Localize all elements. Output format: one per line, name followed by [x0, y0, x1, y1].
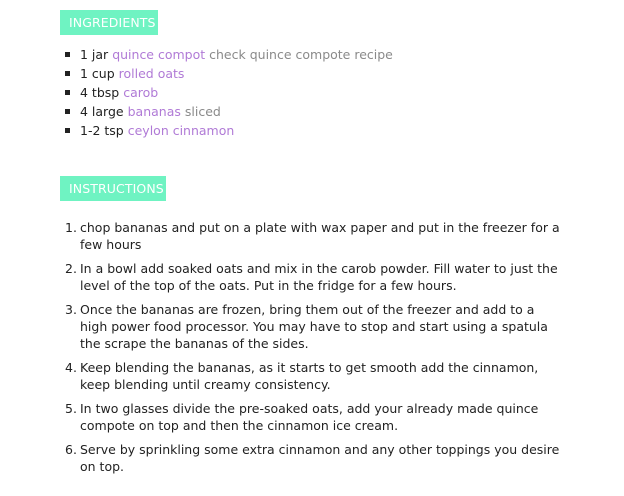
ingredient-item — [64, 83, 393, 102]
instruction-step — [64, 219, 564, 253]
ingredient-item — [64, 121, 393, 140]
ingredient-item — [64, 102, 393, 121]
ingredient-amount: 1 cup — [80, 66, 115, 81]
instruction-step — [64, 400, 564, 434]
step-text: In a bowl add soaked oats and mix in the carob powder. Fill water to just the level of the top of the oats. Put in the fridge for a few hours. — [80, 261, 558, 293]
step-text: Serve by sprinkling some extra cinnamon and any other toppings you desire on top. — [80, 442, 560, 474]
bullet-icon — [65, 90, 70, 95]
ingredient-item — [64, 45, 393, 64]
instruction-step — [64, 441, 564, 475]
ingredients-header: INGREDIENTS — [60, 10, 158, 35]
ingredient-item — [64, 64, 393, 83]
instruction-step — [64, 359, 564, 393]
step-text: Keep blending the bananas, as it starts to get smooth add the cinnamon, keep blending until creamy consistency. — [80, 360, 539, 392]
ingredient-note: sliced — [184, 104, 221, 119]
instruction-step — [64, 301, 564, 352]
step-text: chop bananas and put on a plate with wax paper and put in the freezer for a few hours — [80, 220, 560, 252]
step-number: 4. — [65, 360, 77, 375]
ingredients-list — [64, 45, 393, 140]
ingredient-link[interactable]: carob — [123, 85, 159, 100]
step-text: Once the bananas are frozen, bring them out of the freezer and add to a high power food processor. You may have to stop and start using a spatula the scrape the bananas of the sides. — [80, 302, 548, 351]
step-text: In two glasses divide the pre-soaked oats, add your already made quince compote on top and then the cinnamon ice cream. — [80, 401, 539, 433]
step-number: 2. — [65, 261, 77, 276]
ingredient-link[interactable]: rolled oats — [118, 66, 185, 81]
ingredient-amount: 4 large — [80, 104, 124, 119]
ingredient-amount: 1 jar — [80, 47, 109, 62]
step-number: 1. — [65, 220, 77, 235]
instructions-header: INSTRUCTIONS — [60, 176, 166, 201]
step-number: 5. — [65, 401, 77, 416]
ingredient-note: check quince compote recipe — [209, 47, 393, 62]
bullet-icon — [65, 52, 70, 57]
ingredient-link[interactable]: bananas — [127, 104, 181, 119]
step-number: 3. — [65, 302, 77, 317]
ingredient-link[interactable]: quince compot — [112, 47, 206, 62]
ingredient-amount: 4 tbsp — [80, 85, 120, 100]
instruction-step — [64, 260, 564, 294]
bullet-icon — [65, 109, 70, 114]
bullet-icon — [65, 71, 70, 76]
instructions-list — [64, 219, 564, 482]
step-number: 6. — [65, 442, 77, 457]
ingredient-amount: 1-2 tsp — [80, 123, 124, 138]
ingredient-link[interactable]: ceylon cinnamon — [127, 123, 235, 138]
bullet-icon — [65, 128, 70, 133]
